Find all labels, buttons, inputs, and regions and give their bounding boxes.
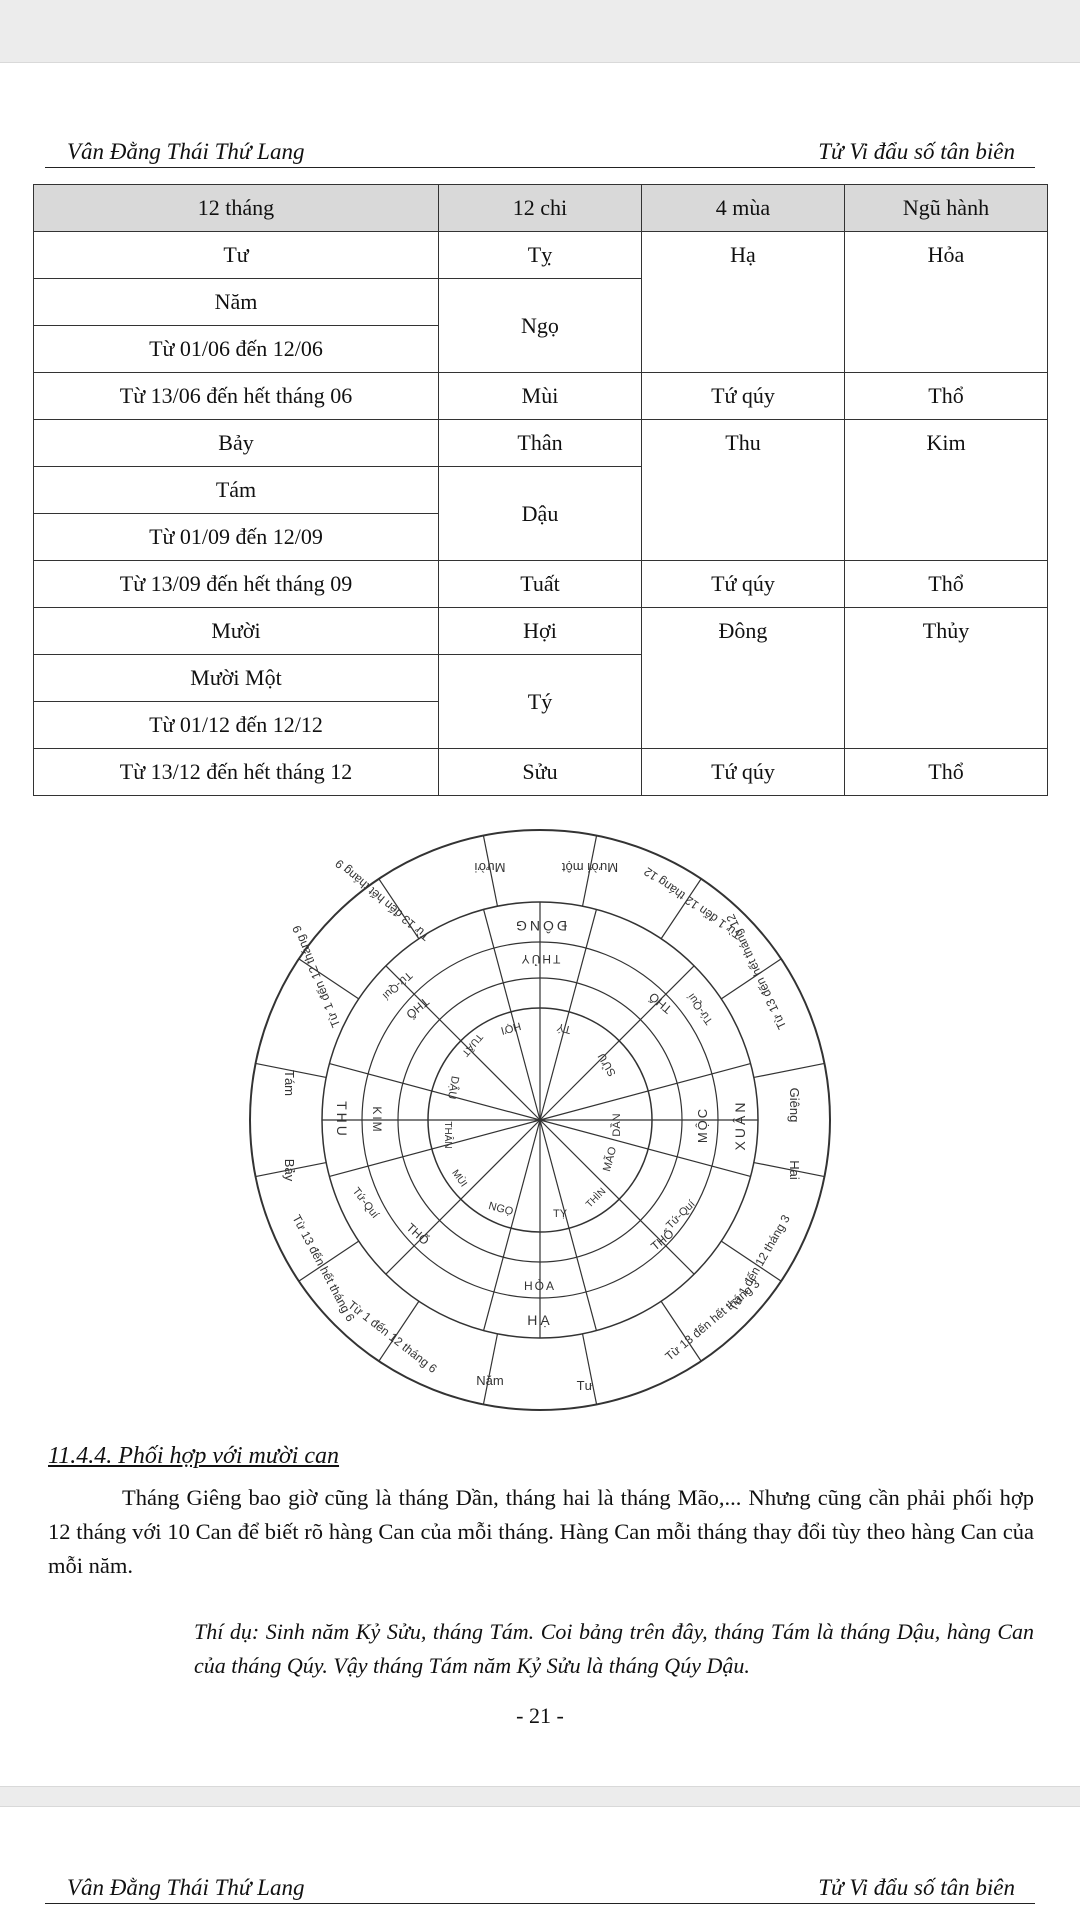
wheel-branch-label: DẬU bbox=[445, 1075, 461, 1101]
season-cell: Tứ qúy bbox=[642, 561, 845, 608]
wheel-branch-label: HỢI bbox=[499, 1019, 523, 1037]
element-cell: Thổ bbox=[845, 749, 1048, 796]
wheel-outer-label: Hai bbox=[787, 1160, 802, 1180]
header-book-title: Tử Vi đẩu số tân biên bbox=[818, 1875, 1015, 1900]
wheel-outer-label: Mười bbox=[474, 860, 506, 875]
wheel-spoke bbox=[386, 1120, 540, 1274]
month-cell: Bảy bbox=[34, 420, 439, 467]
season-wheel-diagram bbox=[245, 825, 835, 1415]
header-book-title: Tử Vi đẩu số tân biên bbox=[818, 139, 1015, 164]
chi-cell: Tý bbox=[439, 655, 642, 749]
page-number: - 21 - bbox=[516, 1703, 564, 1728]
chi-cell: Thân bbox=[439, 420, 642, 467]
month-cell: Từ 13/06 đến hết tháng 06 bbox=[34, 373, 439, 420]
wheel-season-label: XUÂN bbox=[732, 1099, 748, 1151]
element-cell: Thổ bbox=[845, 561, 1048, 608]
wheel-spoke bbox=[540, 909, 596, 1120]
col-header-chi: 12 chi bbox=[439, 185, 642, 232]
wheel-outer-label: Từ 13 đến hết tháng 3 bbox=[662, 1276, 763, 1364]
wheel-tu-quy-label: Tứ-Quí bbox=[349, 1185, 382, 1221]
wheel-element-label: THỔ bbox=[648, 1226, 677, 1254]
wheel-outer-label: Tư bbox=[576, 1378, 594, 1393]
months-table bbox=[33, 184, 1048, 796]
wheel-outer-label: Giêng bbox=[787, 1087, 802, 1123]
wheel-spoke bbox=[540, 1120, 694, 1274]
wheel-spoke bbox=[484, 909, 540, 1120]
wheel-spoke bbox=[329, 1064, 540, 1120]
element-cell: Kim bbox=[845, 420, 1048, 561]
wheel-outer-label: Từ 13 đến hết tháng 6 bbox=[289, 1212, 358, 1324]
wheel-spoke bbox=[540, 1120, 596, 1331]
wheel-spoke bbox=[540, 1120, 751, 1176]
header-author: Vân Đằng Thái Thứ Lang bbox=[67, 1875, 305, 1900]
wheel-season-label: ĐÔNG bbox=[513, 918, 567, 934]
month-cell: Mười bbox=[34, 608, 439, 655]
wheel-outer-label: Năm bbox=[476, 1373, 504, 1388]
chi-cell: Mùi bbox=[439, 373, 642, 420]
wheel-element-label: THỔ bbox=[403, 1220, 432, 1248]
wheel-branch-label: THÂN bbox=[442, 1121, 453, 1149]
wheel-tu-quy-label: Tứ-Quí bbox=[685, 990, 716, 1027]
wheel-outer-label: Từ 1 đến 12 tháng 6 bbox=[345, 1297, 440, 1376]
wheel-tu-quy-label: Tứ-Quí bbox=[664, 1198, 698, 1232]
col-header-seasons: 4 mùa bbox=[642, 185, 845, 232]
wheel-tu-quy-label: Tứ-Quí bbox=[379, 968, 415, 1002]
wheel-spoke bbox=[386, 966, 540, 1120]
season-cell: Tứ qúy bbox=[642, 749, 845, 796]
wheel-labels bbox=[282, 856, 802, 1393]
month-cell: Từ 01/06 đến 12/06 bbox=[34, 326, 439, 373]
chi-cell: Tỵ bbox=[439, 232, 642, 279]
chi-cell: Sửu bbox=[439, 749, 642, 796]
chi-cell: Tuất bbox=[439, 561, 642, 608]
wheel-season-label: THU bbox=[334, 1101, 350, 1139]
element-cell: Thổ bbox=[845, 373, 1048, 420]
month-cell: Năm bbox=[34, 279, 439, 326]
wheel-outer-divider bbox=[583, 1334, 597, 1405]
wheel-spoke bbox=[329, 1120, 540, 1176]
season-cell: Đông bbox=[642, 608, 845, 749]
next-page bbox=[0, 1806, 1080, 1921]
season-cell: Hạ bbox=[642, 232, 845, 373]
wheel-element-label: KIM bbox=[370, 1106, 384, 1134]
wheel-branch-label: THÌN bbox=[584, 1186, 609, 1211]
month-cell: Tư bbox=[34, 232, 439, 279]
wheel-outer-divider bbox=[754, 1063, 825, 1077]
month-cell: Từ 13/09 đến hết tháng 09 bbox=[34, 561, 439, 608]
wheel-outer-label: Từ 13 đến hết tháng 9 bbox=[332, 856, 433, 944]
element-cell: Hỏa bbox=[845, 232, 1048, 373]
wheel-branch-label: MÃO bbox=[601, 1145, 620, 1173]
wheel-outer-divider bbox=[483, 1334, 497, 1405]
wheel-branch-label: DẦN bbox=[611, 1113, 623, 1137]
wheel-outer-label: Từ 1 đến 12 tháng 12 bbox=[641, 864, 745, 943]
season-cell: Thu bbox=[642, 420, 845, 561]
month-cell: Từ 01/09 đến 12/09 bbox=[34, 514, 439, 561]
month-cell: Mười Một bbox=[34, 655, 439, 702]
wheel-spoke bbox=[540, 966, 694, 1120]
chi-cell: Dậu bbox=[439, 467, 642, 561]
month-cell: Từ 01/12 đến 12/12 bbox=[34, 702, 439, 749]
example-paragraph: Thí dụ: Sinh năm Kỷ Sửu, tháng Tám. Coi bảng trên đây, tháng Tám là tháng Dậu, hàng Can của tháng Qúy. Vậy tháng Tám năm Kỷ Sửu là tháng Qúy Dậu. bbox=[194, 1619, 1034, 1678]
wheel-outer-label: Từ 1 đến 12 tháng 9 bbox=[289, 923, 344, 1030]
month-cell: Tám bbox=[34, 467, 439, 514]
wheel-branch-label: TÝ bbox=[555, 1020, 573, 1036]
wheel-branch-label: SỬU bbox=[596, 1050, 619, 1079]
section-title: 11.4.4. Phối hợp với mười can bbox=[48, 1443, 340, 1469]
wheel-element-label: THỔ bbox=[646, 989, 675, 1017]
running-header-next-page bbox=[45, 1869, 1035, 1904]
wheel-branch-label: NGỌ bbox=[487, 1200, 515, 1219]
wheel-branch-label: MÙI bbox=[449, 1167, 469, 1190]
col-header-months: 12 tháng bbox=[34, 185, 439, 232]
element-cell: Thủy bbox=[845, 608, 1048, 749]
body-paragraph: Tháng Giêng bao giờ cũng là tháng Dần, tháng hai là tháng Mão,... Nhưng cũng cần phải phối hợp 12 tháng với 10 Can để biết rõ hàng Can của mỗi tháng. Hàng Can mỗi tháng thay đổi tùy theo hàng Can của mỗi năm. bbox=[48, 1485, 1034, 1578]
chi-cell: Ngọ bbox=[439, 279, 642, 373]
season-cell: Tứ qúy bbox=[642, 373, 845, 420]
wheel-outer-label: Bảy bbox=[282, 1158, 297, 1182]
wheel-branch-label: TỴ bbox=[552, 1208, 568, 1220]
wheel-spoke bbox=[484, 1120, 540, 1331]
wheel-element-label: THỔ bbox=[403, 994, 432, 1022]
running-header bbox=[45, 133, 1035, 168]
wheel-element-label: MỘC bbox=[695, 1106, 710, 1144]
wheel-season-label: HẠ bbox=[527, 1312, 553, 1328]
wheel-outer-label: Tám bbox=[282, 1070, 297, 1096]
wheel-branch-label: TUẤT bbox=[459, 1031, 485, 1059]
wheel-outer-label: Từ 13 đến hết tháng 12 bbox=[723, 911, 790, 1032]
wheel-outer-label: Từ 1 đến 12 tháng 3 bbox=[726, 1212, 793, 1314]
wheel-spoke bbox=[540, 1064, 751, 1120]
wheel-outer-label: Mười một bbox=[561, 860, 619, 875]
wheel-element-label: HỎA bbox=[523, 1279, 557, 1293]
chi-cell: Hợi bbox=[439, 608, 642, 655]
month-cell: Từ 13/12 đến hết tháng 12 bbox=[34, 749, 439, 796]
wheel-element-label: THỦY bbox=[519, 952, 561, 966]
header-author: Vân Đằng Thái Thứ Lang bbox=[67, 139, 305, 164]
document-page bbox=[0, 62, 1080, 1787]
col-header-elements: Ngũ hành bbox=[845, 185, 1048, 232]
